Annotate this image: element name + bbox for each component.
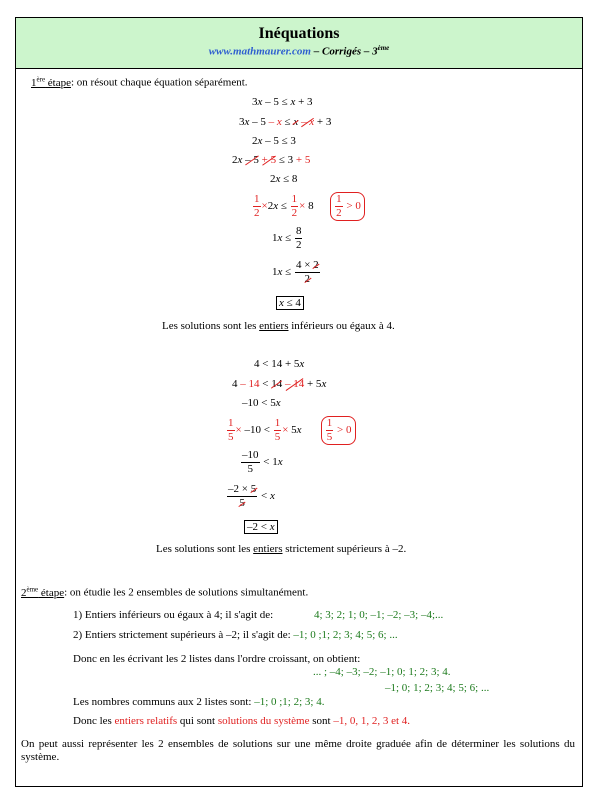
eq2-line4: $\frac{1}{5}$ × –10 < $\frac{1}{5}$ × 5x $\frac{1}{5}$ > 0 — [226, 416, 356, 445]
eq1-line7: 1x ≤ $\frac{8}{2}$ — [272, 225, 302, 251]
step2-closing: On peut aussi représenter les 2 ensembles de solutions sur une même droite graduée afin de déterminer les solutions du système. — [21, 738, 575, 763]
eq1-line4: 2x – 5 + 5 ≤ 3 + 5 — [232, 154, 311, 166]
site-link[interactable]: www.mathmaurer.com — [208, 45, 311, 58]
eq1-line3: 2x – 5 ≤ 3 — [252, 135, 296, 147]
eq1-line6: $\frac{1}{2}$ ×2x ≤ $\frac{1}{2}$ × 8 $\frac{1}{2}$ > 0 — [252, 192, 365, 221]
step1-label: 1ère étape: on résout chaque équation séparément. — [31, 75, 248, 89]
step1-conclusion2: Les solutions sont les entiers strictement supérieurs à –2. — [156, 543, 407, 555]
step2-label: 2ème étape: on étudie les 2 ensembles de solutions simultanément. — [21, 585, 309, 599]
step2-item1: 1) Entiers inférieurs ou égaux à 4; il s'agit de: — [73, 609, 274, 621]
step2-ordered-intro: Donc en les écrivant les 2 listes dans l'ordre croissant, on obtient: — [73, 653, 361, 665]
step2-ordered-list2: –1; 0; 1; 2; 3; 4; 5; 6; ... — [385, 682, 490, 694]
page-title: Inéquations — [258, 25, 340, 42]
eq2-result: –2 < x — [244, 520, 278, 534]
eq1-line8: 1x ≤ $\frac{4 \times 2}{2}$ — [272, 259, 319, 285]
page-frame — [15, 17, 583, 787]
step2-final: Donc les entiers relatifs qui sont solutions du système sont –1, 0, 1, 2, 3 et 4. — [73, 715, 411, 727]
eq2-line2: 4 – 14 < 14 – 14 + 5x — [232, 378, 327, 390]
eq2-line1: 4 < 14 + 5x — [254, 358, 305, 370]
eq1-line2: 3x – 5 – x ≤ x – x + 3 — [239, 116, 332, 128]
page-subtitle: www.mathmaurer.com – Corrigés – 3ème — [208, 44, 390, 58]
eq2-line3: –10 < 5x — [242, 397, 281, 409]
eq2-line5: $\frac{-10}{5}$ < 1x — [242, 449, 283, 475]
eq1-result: x ≤ 4 — [276, 296, 304, 310]
eq1-line1: 3x – 5 ≤ x + 3 — [252, 96, 313, 108]
step2-ordered-list1: ... ; –4; –3; –2; –1; 0; 1; 2; 3; 4. — [313, 666, 451, 678]
eq1-line5: 2x ≤ 8 — [270, 173, 298, 185]
step2-item2: 2) Entiers strictement supérieurs à –2; il s'agit de: –1; 0 ;1; 2; 3; 4; 5; 6; ... — [73, 629, 398, 641]
eq2-line6: $\frac{-2 \times 5}{5}$ < x — [228, 483, 275, 509]
step2-common: Les nombres communs aux 2 listes sont: –1; 0 ;1; 2; 3; 4. — [73, 696, 325, 708]
step2-item1-values: 4; 3; 2; 1; 0; –1; –2; –3; –4;... — [314, 609, 444, 621]
page-header — [15, 17, 583, 69]
step1-conclusion1: Les solutions sont les entiers inférieurs ou égaux à 4. — [162, 320, 395, 332]
